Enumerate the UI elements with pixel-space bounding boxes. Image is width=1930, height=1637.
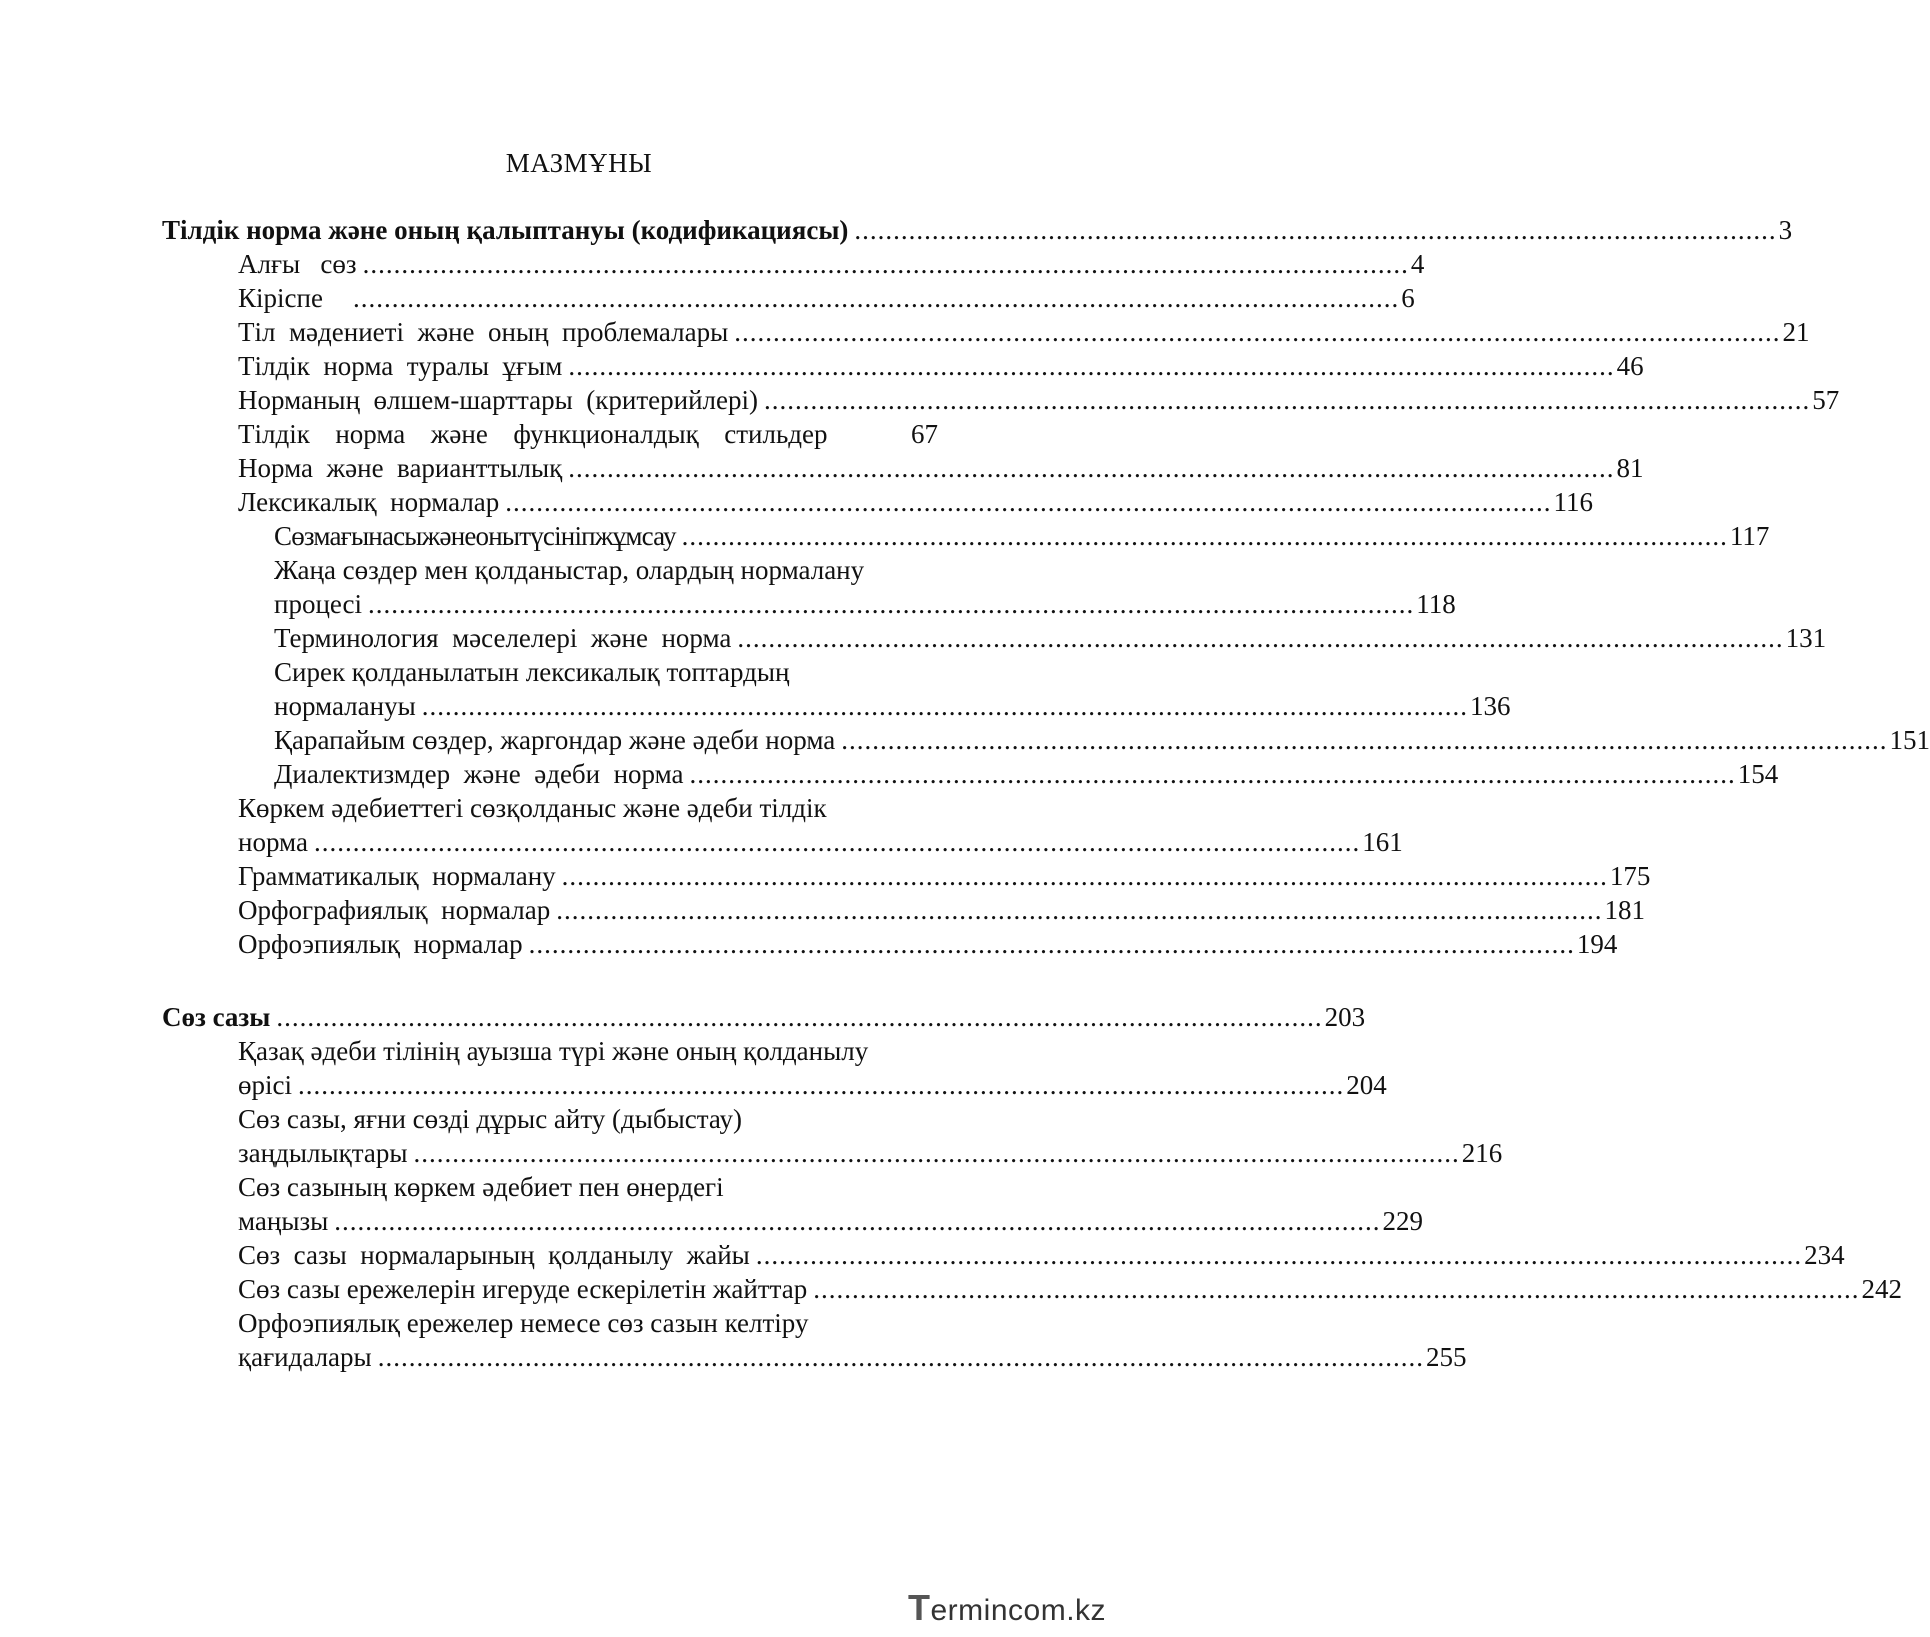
toc-item[interactable] — [238, 349, 1644, 383]
toc-subitem[interactable] — [274, 757, 1779, 791]
dot-leader: ....................................................................................................................................... — [556, 895, 1603, 925]
toc-item-text: маңызы — [238, 1206, 329, 1236]
dot-leader: ....................................................................................................................................... — [352, 283, 1400, 313]
toc-item-text: Норма және варианттылық — [238, 453, 563, 483]
dot-leader: ....................................................................................................................... — [854, 215, 1777, 245]
toc-page-number: 234 — [1804, 1240, 1845, 1270]
toc-item-line1[interactable]: Сөз сазы, яғни сөзді дұрыс айту (дыбыстау) — [238, 1104, 743, 1134]
toc-page-number: 116 — [1553, 487, 1594, 517]
toc-item-text: Сөз сазы ережелерін игеруде ескерілетін жайттар — [238, 1274, 808, 1304]
dot-leader: ....................................................................................................................................... — [362, 249, 1409, 279]
toc-item-text: Сөзмағынасыжәнеонытүсініпжұмсау — [274, 521, 676, 551]
toc-item-text: Терминология мәселелері және норма — [274, 623, 732, 653]
toc-subitem[interactable] — [274, 723, 1930, 757]
toc-subitem-line1[interactable]: Жаңа сөздер мен қолданыстар, олардың нормалану — [274, 555, 865, 585]
toc-page-number: 229 — [1382, 1206, 1424, 1236]
dot-leader: ....................................................................................................................................... — [528, 929, 1575, 959]
toc-subitem[interactable] — [274, 621, 1827, 655]
dot-leader: ....................................................................................................................................... — [505, 487, 1552, 517]
dot-leader: ....................................................................................................................................... — [689, 759, 1736, 789]
toc-subitem[interactable] — [274, 519, 1770, 553]
toc-page-number: 175 — [1609, 861, 1651, 891]
toc-page-number: 203 — [1324, 1002, 1366, 1032]
toc-section-heading[interactable] — [162, 1000, 1366, 1034]
dot-leader: ....................................................................................................................................... — [377, 1342, 1424, 1372]
toc-item-text: Орфоэпиялық нормалар — [238, 929, 523, 959]
toc-page-number: 46 — [1616, 351, 1644, 381]
toc-page-number: 118 — [1416, 589, 1456, 619]
toc-page-number: 194 — [1576, 929, 1618, 959]
dot-leader: ....................................................................................................................................... — [561, 861, 1608, 891]
dot-leader: ....................................................................................................................................... — [681, 521, 1728, 551]
toc-item-text: Қарапайым сөздер, жаргондар және әдеби норма — [274, 725, 836, 755]
toc-item[interactable] — [238, 247, 1425, 281]
toc-item-text: Тілдік норма туралы ұғым — [238, 351, 563, 381]
toc-item[interactable] — [238, 1238, 1845, 1272]
toc-item-text: Тіл мәдениеті және оның проблемалары — [238, 317, 729, 347]
toc-page-number: 154 — [1737, 759, 1779, 789]
toc-item[interactable] — [238, 383, 1840, 417]
toc-item-text: Сөз сазы нормаларының қолданылу жайы — [238, 1240, 750, 1270]
toc-item-line1[interactable]: Сөз сазының көркем әдебиет пен өнердегі — [238, 1172, 724, 1202]
dot-leader: ....................................................................................................................................... — [813, 1274, 1860, 1304]
toc-item-text: заңдылықтары — [238, 1138, 408, 1168]
toc-item[interactable] — [238, 1068, 1387, 1102]
toc-item[interactable] — [238, 859, 1651, 893]
dot-leader: ....................................................................................................................................... — [737, 623, 1784, 653]
toc-item-text: Диалектизмдер және әдеби норма — [274, 759, 684, 789]
toc-page-number: 21 — [1782, 317, 1810, 347]
dot-leader: ....................................................................................................................................... — [368, 589, 1415, 619]
dot-leader: ....................................................................................................................................... — [413, 1138, 1460, 1168]
toc-item[interactable] — [238, 485, 1594, 519]
toc-item-text: нормалануы — [274, 691, 416, 721]
dot-leader: ....................................................................................................................................... — [298, 1070, 1345, 1100]
toc-subitem[interactable] — [274, 587, 1456, 621]
toc-item-text: Лексикалық нормалар — [238, 487, 500, 517]
toc-item[interactable] — [238, 315, 1810, 349]
toc-item-line1[interactable]: Көркем әдебиеттегі сөзқолданыс және әдеби тілдік — [238, 793, 827, 823]
watermark-logo — [908, 1587, 1106, 1629]
toc-heading-text: Сөз сазы — [162, 1002, 271, 1032]
toc-page-number: 4 — [1410, 249, 1425, 279]
toc-item[interactable] — [238, 893, 1646, 927]
toc-page-number: 181 — [1604, 895, 1646, 925]
toc-item[interactable] — [238, 451, 1644, 485]
toc-item[interactable] — [238, 1204, 1424, 1238]
toc-page-number: 255 — [1425, 1342, 1467, 1372]
toc-heading-text: Тілдік норма және оның қалыптануы (кодификациясы) — [162, 215, 849, 245]
toc-item[interactable] — [238, 825, 1403, 859]
toc-page-number: 216 — [1461, 1138, 1503, 1168]
page-title: МАЗМҰНЫ — [505, 148, 653, 178]
toc-item-text: өрісі — [238, 1070, 292, 1100]
toc-item[interactable] — [238, 417, 938, 451]
toc-item-text: процесі — [274, 589, 363, 619]
toc-item[interactable] — [238, 1272, 1903, 1306]
toc-page-number: 67 — [911, 419, 938, 449]
toc-item[interactable] — [238, 1136, 1503, 1170]
toc-item-line1[interactable]: Орфоэпиялық ережелер немесе сөз сазын келтіру — [238, 1308, 809, 1338]
dot-leader: ....................................................................................................................................... — [313, 827, 1361, 857]
dot-leader: ....................................................................................................................................... — [421, 691, 1468, 721]
dot-leader: ....................................................................................................................................... — [276, 1002, 1323, 1032]
dot-leader: ....................................................................................................................................... — [841, 725, 1888, 755]
toc-item-text: Орфографиялық нормалар — [238, 895, 551, 925]
dot-leader: ....................................................................................................................................... — [334, 1206, 1381, 1236]
toc-page-number: 117 — [1729, 521, 1770, 551]
toc-item-text: Грамматикалық нормалану — [238, 861, 556, 891]
toc-item[interactable] — [238, 927, 1618, 961]
toc-page-number: 242 — [1861, 1274, 1903, 1304]
dot-leader: ....................................................................................................................................... — [764, 385, 1811, 415]
toc-page-number: 81 — [1616, 453, 1644, 483]
watermark-text: ermincom.kz — [930, 1594, 1107, 1627]
dot-leader: ....................................................................................................................................... — [568, 453, 1615, 483]
toc-item-text: Норманың өлшем-шарттары (критерийлері) — [238, 385, 759, 415]
toc-page-number: 204 — [1346, 1070, 1387, 1100]
toc-page-number: 57 — [1812, 385, 1840, 415]
toc-item-text: норма — [238, 827, 308, 857]
toc-page-number: 3 — [1778, 215, 1793, 245]
toc-page-number: 136 — [1469, 691, 1511, 721]
dot-leader: ....................................................................................................................................... — [568, 351, 1615, 381]
dot-leader: ....................................................................................................................................... — [734, 317, 1781, 347]
toc-section-heading[interactable] — [162, 213, 1793, 247]
toc-item-line1[interactable]: Қазақ әдеби тілінің ауызша түрі және оның қолданылу — [238, 1036, 869, 1066]
dot-leader: ....................................................................................................................................... — [755, 1240, 1803, 1270]
toc-page-number: 161 — [1362, 827, 1403, 857]
toc-page-number: 151 — [1889, 725, 1930, 755]
toc-item-text: Алғы сөз — [238, 249, 357, 279]
toc-page-number: 131 — [1785, 623, 1827, 653]
toc-item[interactable] — [238, 1340, 1467, 1374]
toc-page-number: 6 — [1401, 283, 1415, 313]
toc-subitem[interactable] — [274, 689, 1511, 723]
toc-item-text: Кіріспе — [238, 283, 323, 313]
watermark-initial: T — [908, 1587, 931, 1628]
toc-item-text: қағидалары — [238, 1342, 372, 1372]
toc-subitem-line1[interactable]: Сирек қолданылатын лексикалық топтардың — [274, 657, 790, 687]
toc-item[interactable] — [238, 281, 1415, 315]
toc-item-text: Тілдік норма және функционалдық стильдер — [238, 419, 828, 449]
